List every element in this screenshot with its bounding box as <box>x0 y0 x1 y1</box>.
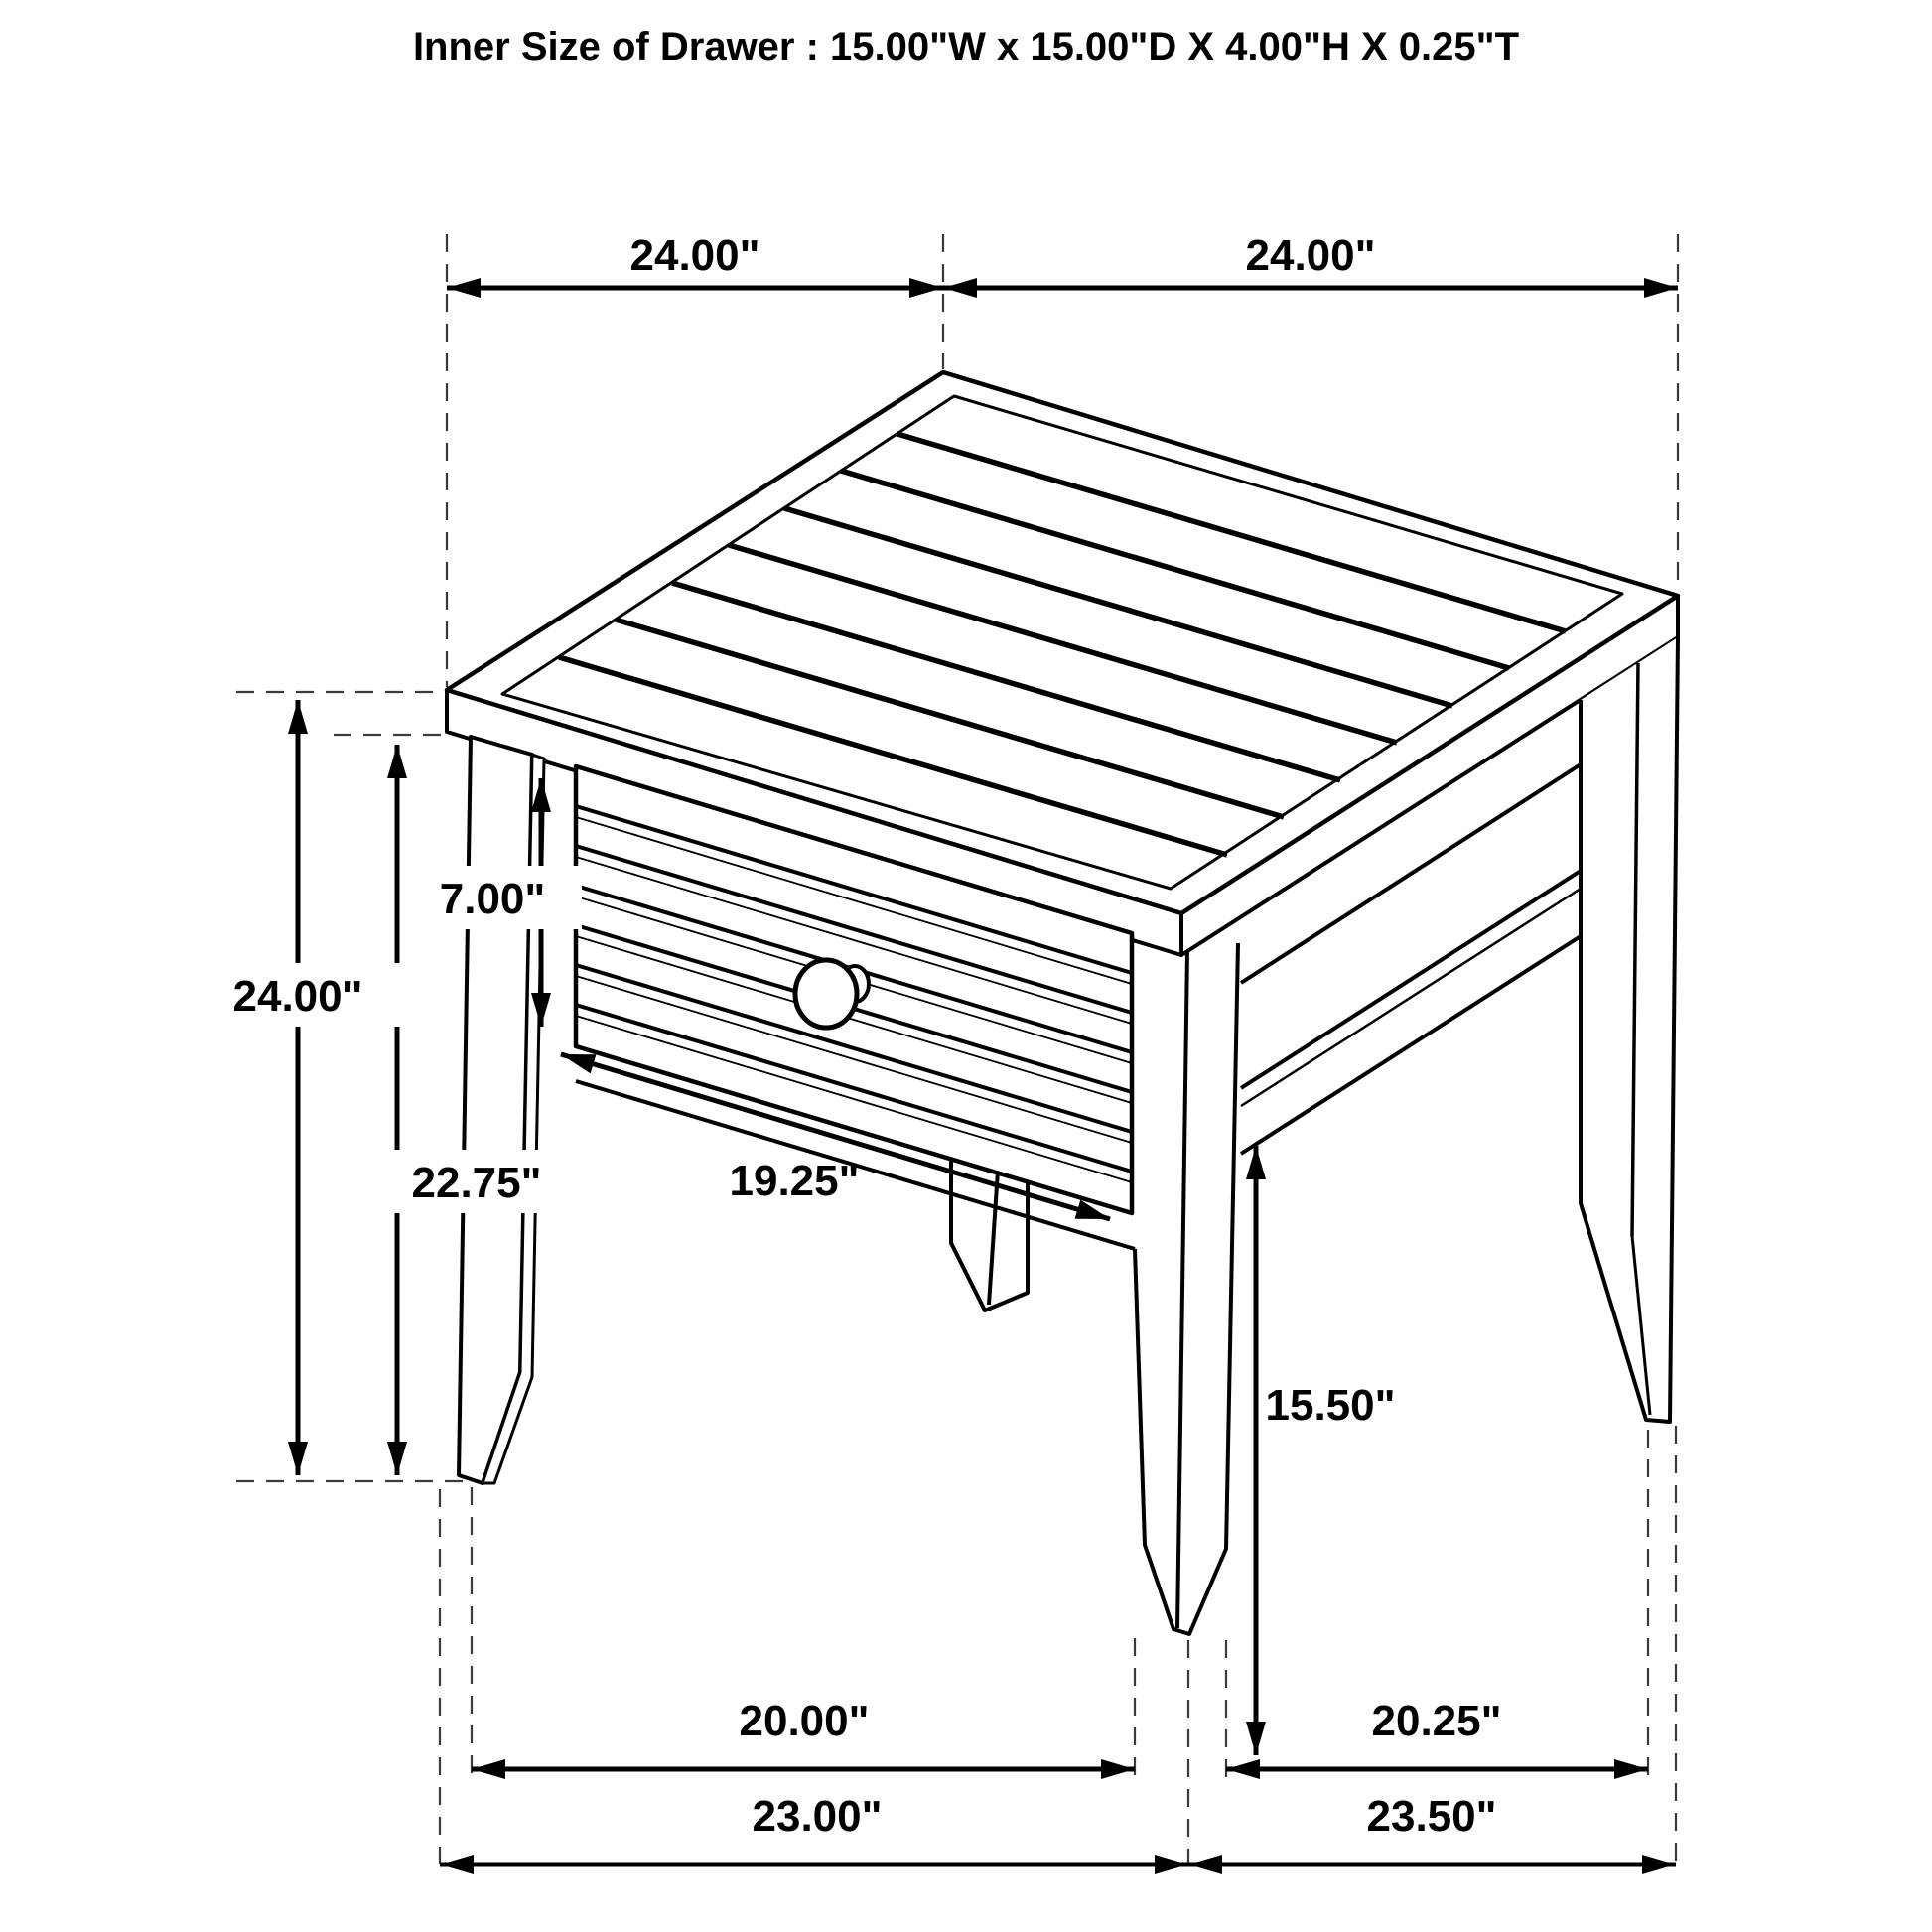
dimension-label-span-left: 20.00" <box>739 1697 870 1745</box>
dimension-label-top-left: 24.00" <box>629 231 760 280</box>
dimension-label-drawer-width: 19.25" <box>729 1157 860 1205</box>
diagram-title: Inner Size of Drawer : 15.00"W x 15.00"D X 4.00"H X 0.25"T <box>412 25 1520 69</box>
dimension-label-span-right: 20.25" <box>1371 1697 1502 1745</box>
dimension-label-overall-height: 24.00" <box>232 972 363 1021</box>
right-leg <box>1581 637 1678 1422</box>
dimension-label-leg-clearance: 15.50" <box>1265 1381 1396 1430</box>
dimension-label-base-left: 23.00" <box>752 1792 883 1841</box>
dimension-label-drawer-height: 7.00" <box>439 875 546 923</box>
front-leg <box>1135 943 1238 1634</box>
left-leg <box>459 737 544 1483</box>
dimension-label-top-right: 24.00" <box>1245 231 1376 280</box>
dimension-label-base-right: 23.50" <box>1366 1792 1497 1841</box>
dimension-label-under-top: 22.75" <box>411 1159 542 1207</box>
